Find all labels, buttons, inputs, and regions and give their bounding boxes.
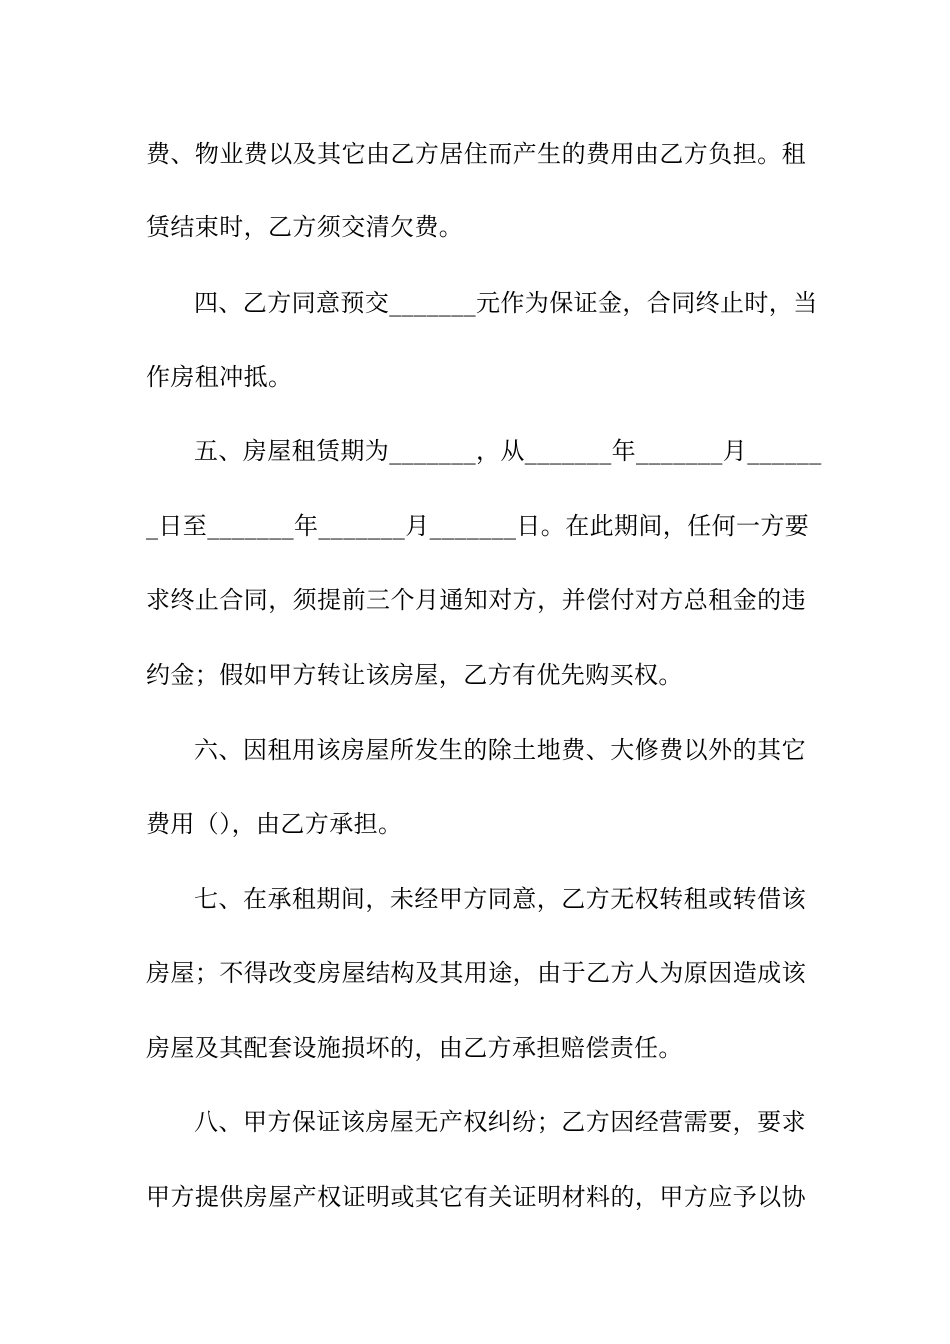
paragraph-4-line: 四、乙方同意预交_______元作为保证金，合同终止时，当 bbox=[194, 289, 818, 317]
text-line: 约金；假如甲方转让该房屋，乙方有优先购买权。 bbox=[146, 661, 683, 689]
text-line: 赁结束时，乙方须交清欠费。 bbox=[146, 213, 464, 241]
paragraph-8-line: 八、甲方保证该房屋无产权纠纷；乙方因经营需要，要求 bbox=[194, 1108, 806, 1136]
text-line: 求终止合同，须提前三个月通知对方，并偿付对方总租金的违 bbox=[146, 586, 806, 614]
text-line: 费、物业费以及其它由乙方居住而产生的费用由乙方负担。租 bbox=[146, 140, 806, 168]
paragraph-5-line: 五、房屋租赁期为_______，从_______年_______月______ bbox=[194, 437, 822, 465]
text-line: 作房租冲抵。 bbox=[146, 363, 293, 391]
paragraph-6-line: 六、因租用该房屋所发生的除土地费、大修费以外的其它 bbox=[194, 736, 806, 764]
text-line: 甲方提供房屋产权证明或其它有关证明材料的，甲方应予以协 bbox=[146, 1183, 806, 1211]
text-line: 费用（），由乙方承担。 bbox=[146, 810, 403, 838]
paragraph-7-line: 七、在承租期间，未经甲方同意，乙方无权转租或转借该 bbox=[194, 885, 806, 913]
text-line: _日至_______年_______月_______日。在此期间，任何一方要 bbox=[146, 512, 810, 540]
text-line: 房屋及其配套设施损坏的，由乙方承担赔偿责任。 bbox=[146, 1034, 683, 1062]
text-line: 房屋；不得改变房屋结构及其用途，由于乙方人为原因造成该 bbox=[146, 959, 806, 987]
